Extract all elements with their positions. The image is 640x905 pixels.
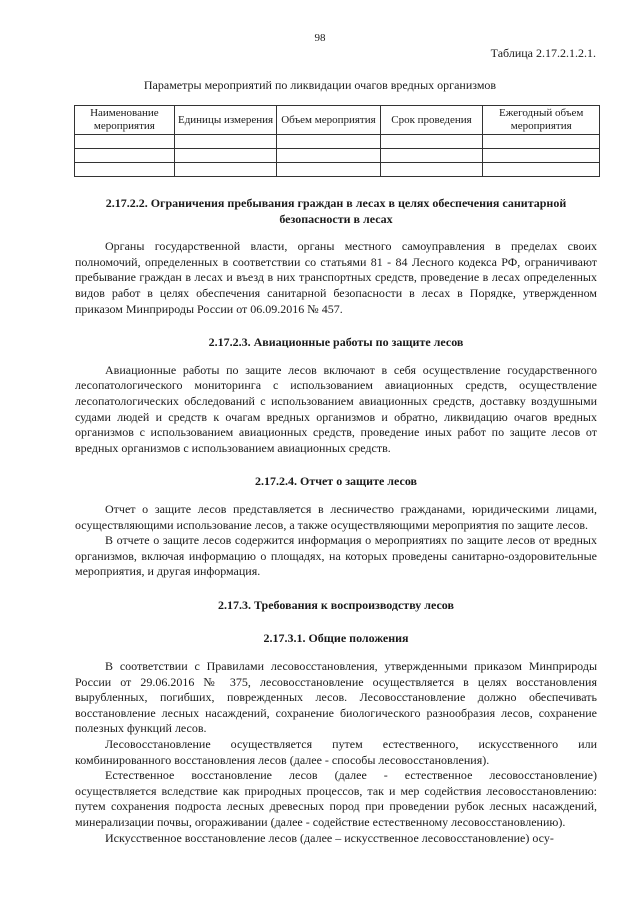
paragraph: Искусственное восстановление лесов (далее – искусственное лесовосстановление) осу- — [105, 830, 554, 845]
table-cell — [483, 135, 600, 149]
table-row — [75, 163, 600, 177]
table-cell — [174, 149, 277, 163]
table-cell — [75, 149, 175, 163]
measures-table — [74, 105, 600, 177]
table-cell — [277, 163, 380, 177]
table-row — [75, 135, 600, 149]
table-cell — [174, 163, 277, 177]
paragraph: Лесовосстановление осуществляется путем естественного, искусственного или комбинированного восстановления лесов (далее - способы лесовосстановления). — [75, 737, 597, 767]
column-header: Срок проведения — [380, 106, 483, 135]
column-header: Единицы измерения — [174, 106, 277, 135]
paragraph: В соответствии с Правилами лесовосстановления, утвержденными приказом Минприроды России от 29.06.2016 № 375, лесовосстановление осуществляется в целях восстановления вырубленных, погибших, поврежденных лесов. Лесовосстановление должно обеспечивать восстановление лесных насаждений, сохранение биологического разнообразия лесов, сохранение полезных функций лесов. — [75, 659, 597, 736]
table-header-row — [75, 106, 600, 135]
section-heading: 2.17.2.4. Отчет о защите лесов — [254, 474, 418, 489]
column-header: Объем мероприятия — [277, 106, 380, 135]
table-cell — [75, 163, 175, 177]
page-number: 98 — [314, 32, 326, 44]
table-number: Таблица 2.17.2.1.2.1. — [490, 46, 596, 60]
table-cell — [380, 149, 483, 163]
paragraph: Органы государственной власти, органы местного самоуправления в пределах своих полномочий, определенных в соответствии со статьями 81 - 84 Лесного кодекса РФ, ограничивают пребывание граждан в лесах и въезд в них транспортных средств, проведение в лесах определенных видов работ в целях обеспечения санитарной безопасности в лесах в Порядке, утвержденном приказом Минприроды России от 06.09.2016 № 457. — [75, 239, 597, 316]
table-cell — [380, 163, 483, 177]
section-heading: 2.17.2.3. Авиационные работы по защите лесов — [208, 335, 464, 350]
table-row — [75, 149, 600, 163]
table-cell — [277, 135, 380, 149]
paragraph: В отчете о защите лесов содержится информация о мероприятиях по защите лесов от вредных организмов, включая информацию о площадях, на которых проведены санитарно-оздоровительные мероприятия, и другая информация. — [75, 533, 597, 579]
section-heading: 2.17.2.2. Ограничения пребывания граждан в лесах в целях обеспечения санитарной безопасности в лесах — [105, 196, 567, 226]
section-heading: 2.17.3.1. Общие положения — [263, 631, 409, 646]
table-cell — [483, 149, 600, 163]
table-cell — [483, 163, 600, 177]
paragraph: Авиационные работы по защите лесов включают в себя осуществление государственного лесопатологического мониторинга с использованием авиационных средств, осуществление лесопатологических обследований с использованием авиационных средств, доставку воздушными судами людей и средств к очагам вредных организмов и обратно, ликвидацию очагов вредных организмов с использованием авиационных средств, проведение иных работ по защите лесов от вредных организмов с использованием авиационных средств. — [75, 362, 597, 455]
document-body — [75, 196, 597, 846]
column-header: Ежегодный объем мероприятия — [483, 106, 600, 135]
table-cell — [174, 135, 277, 149]
paragraph: Естественное восстановление лесов (далее - естественное лесовосстановление) осуществляется вследствие как природных процессов, так и мер содействия лесовосстановлению: путем сохранения подроста лесных древесных пород при проведении рубок лесных насаждений, минерализации почвы, огораживании (далее - содействие естественному лесовосстановлению). — [75, 768, 597, 829]
paragraph: Отчет о защите лесов представляется в лесничество гражданами, юридическими лицами, осуществляющими использование лесов, а также осуществляющими мероприятия по защите лесов. — [75, 501, 597, 532]
table-cell — [277, 149, 380, 163]
table-cell — [75, 135, 175, 149]
table-cell — [380, 135, 483, 149]
table-caption: Параметры мероприятий по ликвидации очагов вредных организмов — [143, 78, 497, 92]
column-header: Наименование мероприятия — [75, 106, 175, 135]
section-heading: 2.17.3. Требования к воспроизводству лесов — [218, 597, 454, 612]
